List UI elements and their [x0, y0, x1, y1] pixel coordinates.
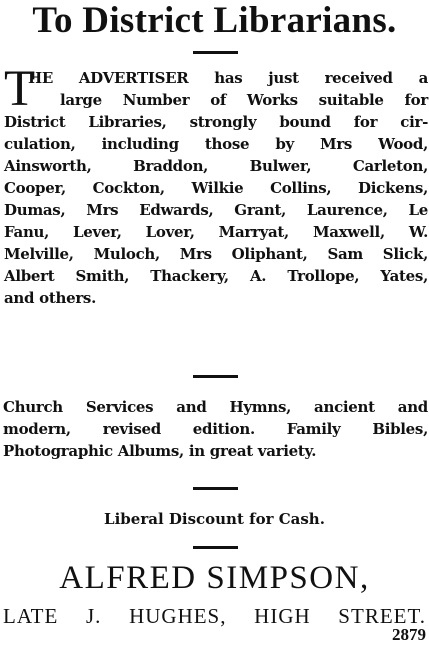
discount-notice: Liberal Discount for Cash.	[104, 510, 325, 528]
proprietor-address: LATE J. HUGHES, HIGH STREET.	[3, 604, 426, 628]
divider-2	[193, 375, 238, 378]
services-line: modern, revised edition. Family Bibles,	[3, 420, 428, 438]
services-line: Church Services and Hymns, ancient and	[3, 398, 428, 416]
services-line: Photographic Albums, in great variety.	[3, 442, 317, 460]
ad-line: Cooper, Cockton, Wilkie Collins, Dickens,	[4, 179, 428, 197]
ad-line: District Libraries, strongly bound for cir-	[4, 113, 428, 131]
dropcap-letter: T	[4, 61, 36, 117]
ad-line: large Number of Works suitable for	[60, 91, 428, 109]
divider-4	[193, 546, 238, 549]
ad-line: and others.	[4, 289, 96, 307]
ad-line: Fanu, Lever, Lover, Marryat, Maxwell, W.	[4, 223, 428, 241]
ad-line: Dumas, Mrs Edwards, Grant, Laurence, Le	[4, 201, 428, 219]
ad-line: Albert Smith, Thackery, A. Trollope, Yates,	[4, 267, 428, 285]
divider-1	[193, 51, 238, 54]
advertisement-text	[4, 61, 428, 309]
services-text	[3, 396, 428, 462]
heading: To District Librarians.	[32, 0, 397, 41]
ad-number: 2879	[392, 625, 426, 644]
ad-line: Ainsworth, Braddon, Bulwer, Carleton,	[4, 157, 428, 175]
proprietor-name: ALFRED SIMPSON,	[59, 560, 370, 596]
ad-line: Melville, Muloch, Mrs Oliphant, Sam Slick,	[4, 245, 428, 263]
ad-line: HE ADVERTISER has just received a	[28, 69, 428, 87]
ad-line: culation, including those by Mrs Wood,	[4, 135, 428, 153]
divider-3	[193, 487, 238, 490]
